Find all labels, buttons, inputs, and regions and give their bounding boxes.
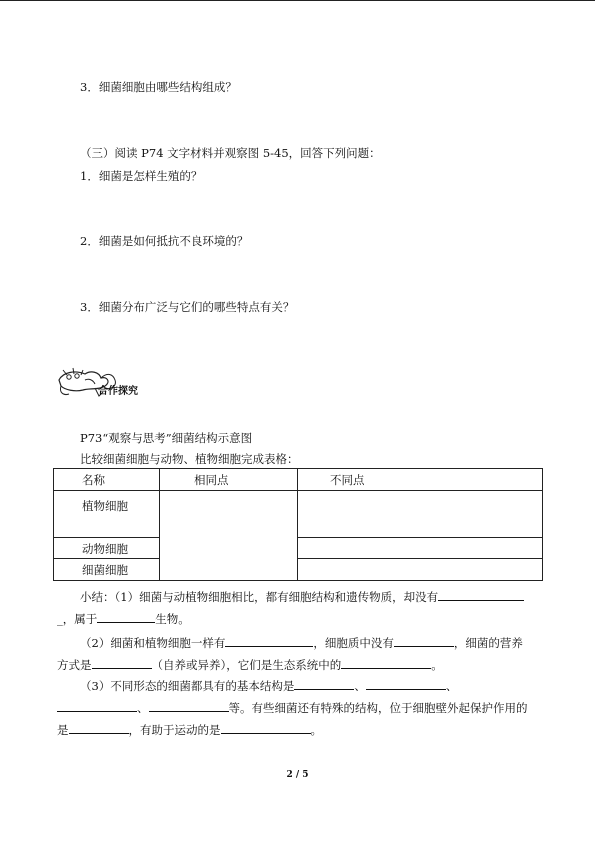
summary-3-text-a: （3）不同形态的细菌都具有的基本结构是 [80,679,295,693]
question-3-bacteria-structure: 3．细菌细胞由哪些结构组成？ [80,80,237,94]
blank-8[interactable] [366,677,446,690]
summary-line-5 [80,677,457,694]
summary-line-2 [57,610,190,627]
summary-line-6 [57,699,528,716]
blank-12[interactable] [221,721,311,734]
summary-2-text-f: 。 [431,658,443,672]
summary-line-3 [80,634,523,651]
header-similarities: 相同点 [194,473,229,487]
table-row [54,538,543,559]
section-3-question-1: 1．细菌是怎样生殖的？ [80,169,203,183]
summary-2-text-c: ，细菌的营养 [453,636,523,650]
summary-1-text: 小结：（1）细菌与动植物细胞相比，都有细胞结构和遗传物质，却没有 [80,590,439,604]
row-plant-cell: 植物细胞 [82,499,128,513]
summary-1-lead: _ [57,612,63,626]
summary-3-sep-3: 、 [137,701,149,715]
summary-2-text-d: 方式是 [57,658,92,672]
summary-line-4 [57,656,443,673]
row-bacteria-cell: 细菌细胞 [82,563,128,577]
blank-10[interactable] [149,699,229,712]
summary-1-text-b: ，属于 [62,612,98,626]
header-differences: 不同点 [330,473,365,487]
comparison-table [53,468,543,581]
blank-5[interactable] [92,656,152,669]
summary-3-text-b: 等。有些细菌还有特殊的结构，位于细胞壁外起保护作用的 [228,701,528,715]
blank-6[interactable] [341,656,431,669]
section-3-question-3: 3．细菌分布广泛与它们的哪些特点有关？ [80,300,295,314]
blank-9[interactable] [57,699,137,712]
blank-1[interactable] [438,588,524,601]
plant-differences-cell[interactable] [298,491,543,538]
summary-line-7 [57,721,322,738]
summary-line-1 [80,588,524,605]
summary-2-text-e: （自养或异养），它们是生态系统中的 [151,658,342,672]
blank-4[interactable] [394,634,454,647]
blank-7[interactable] [294,677,354,690]
summary-2-text-b: ，细胞质中没有 [313,636,394,650]
summary-3-text-e: 。 [310,723,322,737]
summary-3-text-d: ，有助于运动的是 [128,723,221,737]
summary-3-sep-1: 、 [354,679,366,693]
table-intro-line-2: 比较细菌细胞与动物、植物细胞完成表格： [80,452,299,466]
animal-differences-cell[interactable] [298,538,543,559]
section-3-heading: （三）阅读 P74 文字材料并观察图 5-45，回答下列问题： [80,146,381,160]
page-number: 2 / 5 [286,770,309,780]
blank-11[interactable] [69,721,129,734]
blank-2[interactable] [97,610,155,623]
table-intro-line-1: P73“观察与思考”细菌结构示意图 [80,431,253,445]
top-rule [0,0,595,1]
header-name: 名称 [82,473,105,487]
summary-3-sep-2: 、 [445,679,458,693]
summary-3-text-c: 是 [57,723,69,737]
section-3-question-2: 2．细菌是如何抵抗不良环境的？ [80,234,249,248]
bacteria-differences-cell[interactable] [298,559,543,581]
row-animal-cell: 动物细胞 [82,542,128,556]
table-row [54,491,543,538]
similarities-cell[interactable] [160,491,298,581]
table-header-row [54,469,543,491]
summary-2-text-a: （2）细菌和植物细胞一样有 [80,636,226,650]
table-row [54,559,543,581]
summary-1-text-c: 生物。 [155,612,190,626]
blank-3[interactable] [225,634,313,647]
cooperation-label: 合作探究 [98,386,138,397]
